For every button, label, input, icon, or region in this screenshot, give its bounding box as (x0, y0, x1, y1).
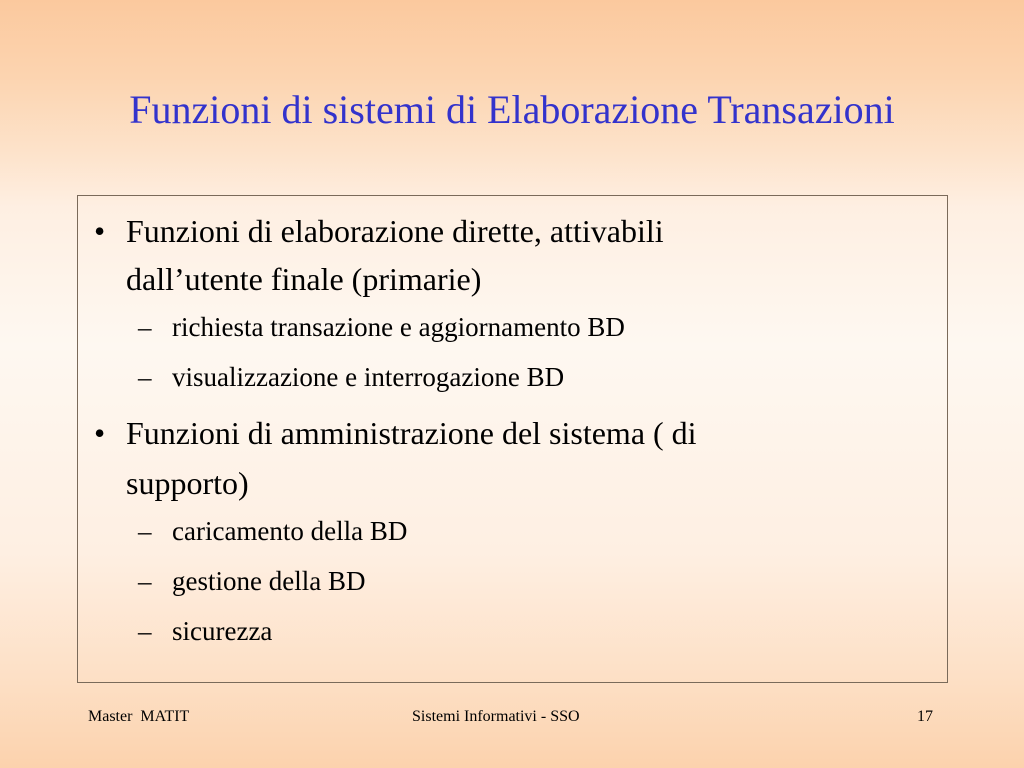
bullet-text-line: Funzioni di elaborazione dirette, attivabili (126, 213, 664, 249)
bullet-text-line: dall’utente finale (primarie) (126, 261, 482, 297)
bullet-marker: • (94, 415, 106, 451)
sub-bullet-marker: – (138, 312, 152, 342)
bullet-marker: • (94, 213, 106, 249)
slide-title: Funzioni di sistemi di Elaborazione Transazioni (129, 87, 895, 132)
footer-left-text: Master MATIT (88, 708, 190, 725)
sub-bullet-text: gestione della BD (172, 566, 366, 596)
sub-bullet-text: visualizzazione e interrogazione BD (172, 362, 565, 392)
sub-bullet-marker: – (138, 616, 152, 646)
sub-bullet-text: caricamento della BD (172, 516, 408, 546)
sub-bullet-text: richiesta transazione e aggiornamento BD (172, 312, 625, 342)
sub-bullet-marker: – (138, 516, 152, 546)
content-box (77, 195, 948, 683)
bullet-text-line: Funzioni di amministrazione del sistema ( di (126, 415, 697, 451)
sub-bullet-marker: – (138, 362, 152, 392)
bullet-text-line: supporto) (126, 465, 249, 501)
footer-center-text: Sistemi Informativi - SSO (412, 708, 580, 725)
page-number: 17 (917, 708, 933, 725)
sub-bullet-marker: – (138, 566, 152, 596)
sub-bullet-text: sicurezza (172, 616, 273, 646)
